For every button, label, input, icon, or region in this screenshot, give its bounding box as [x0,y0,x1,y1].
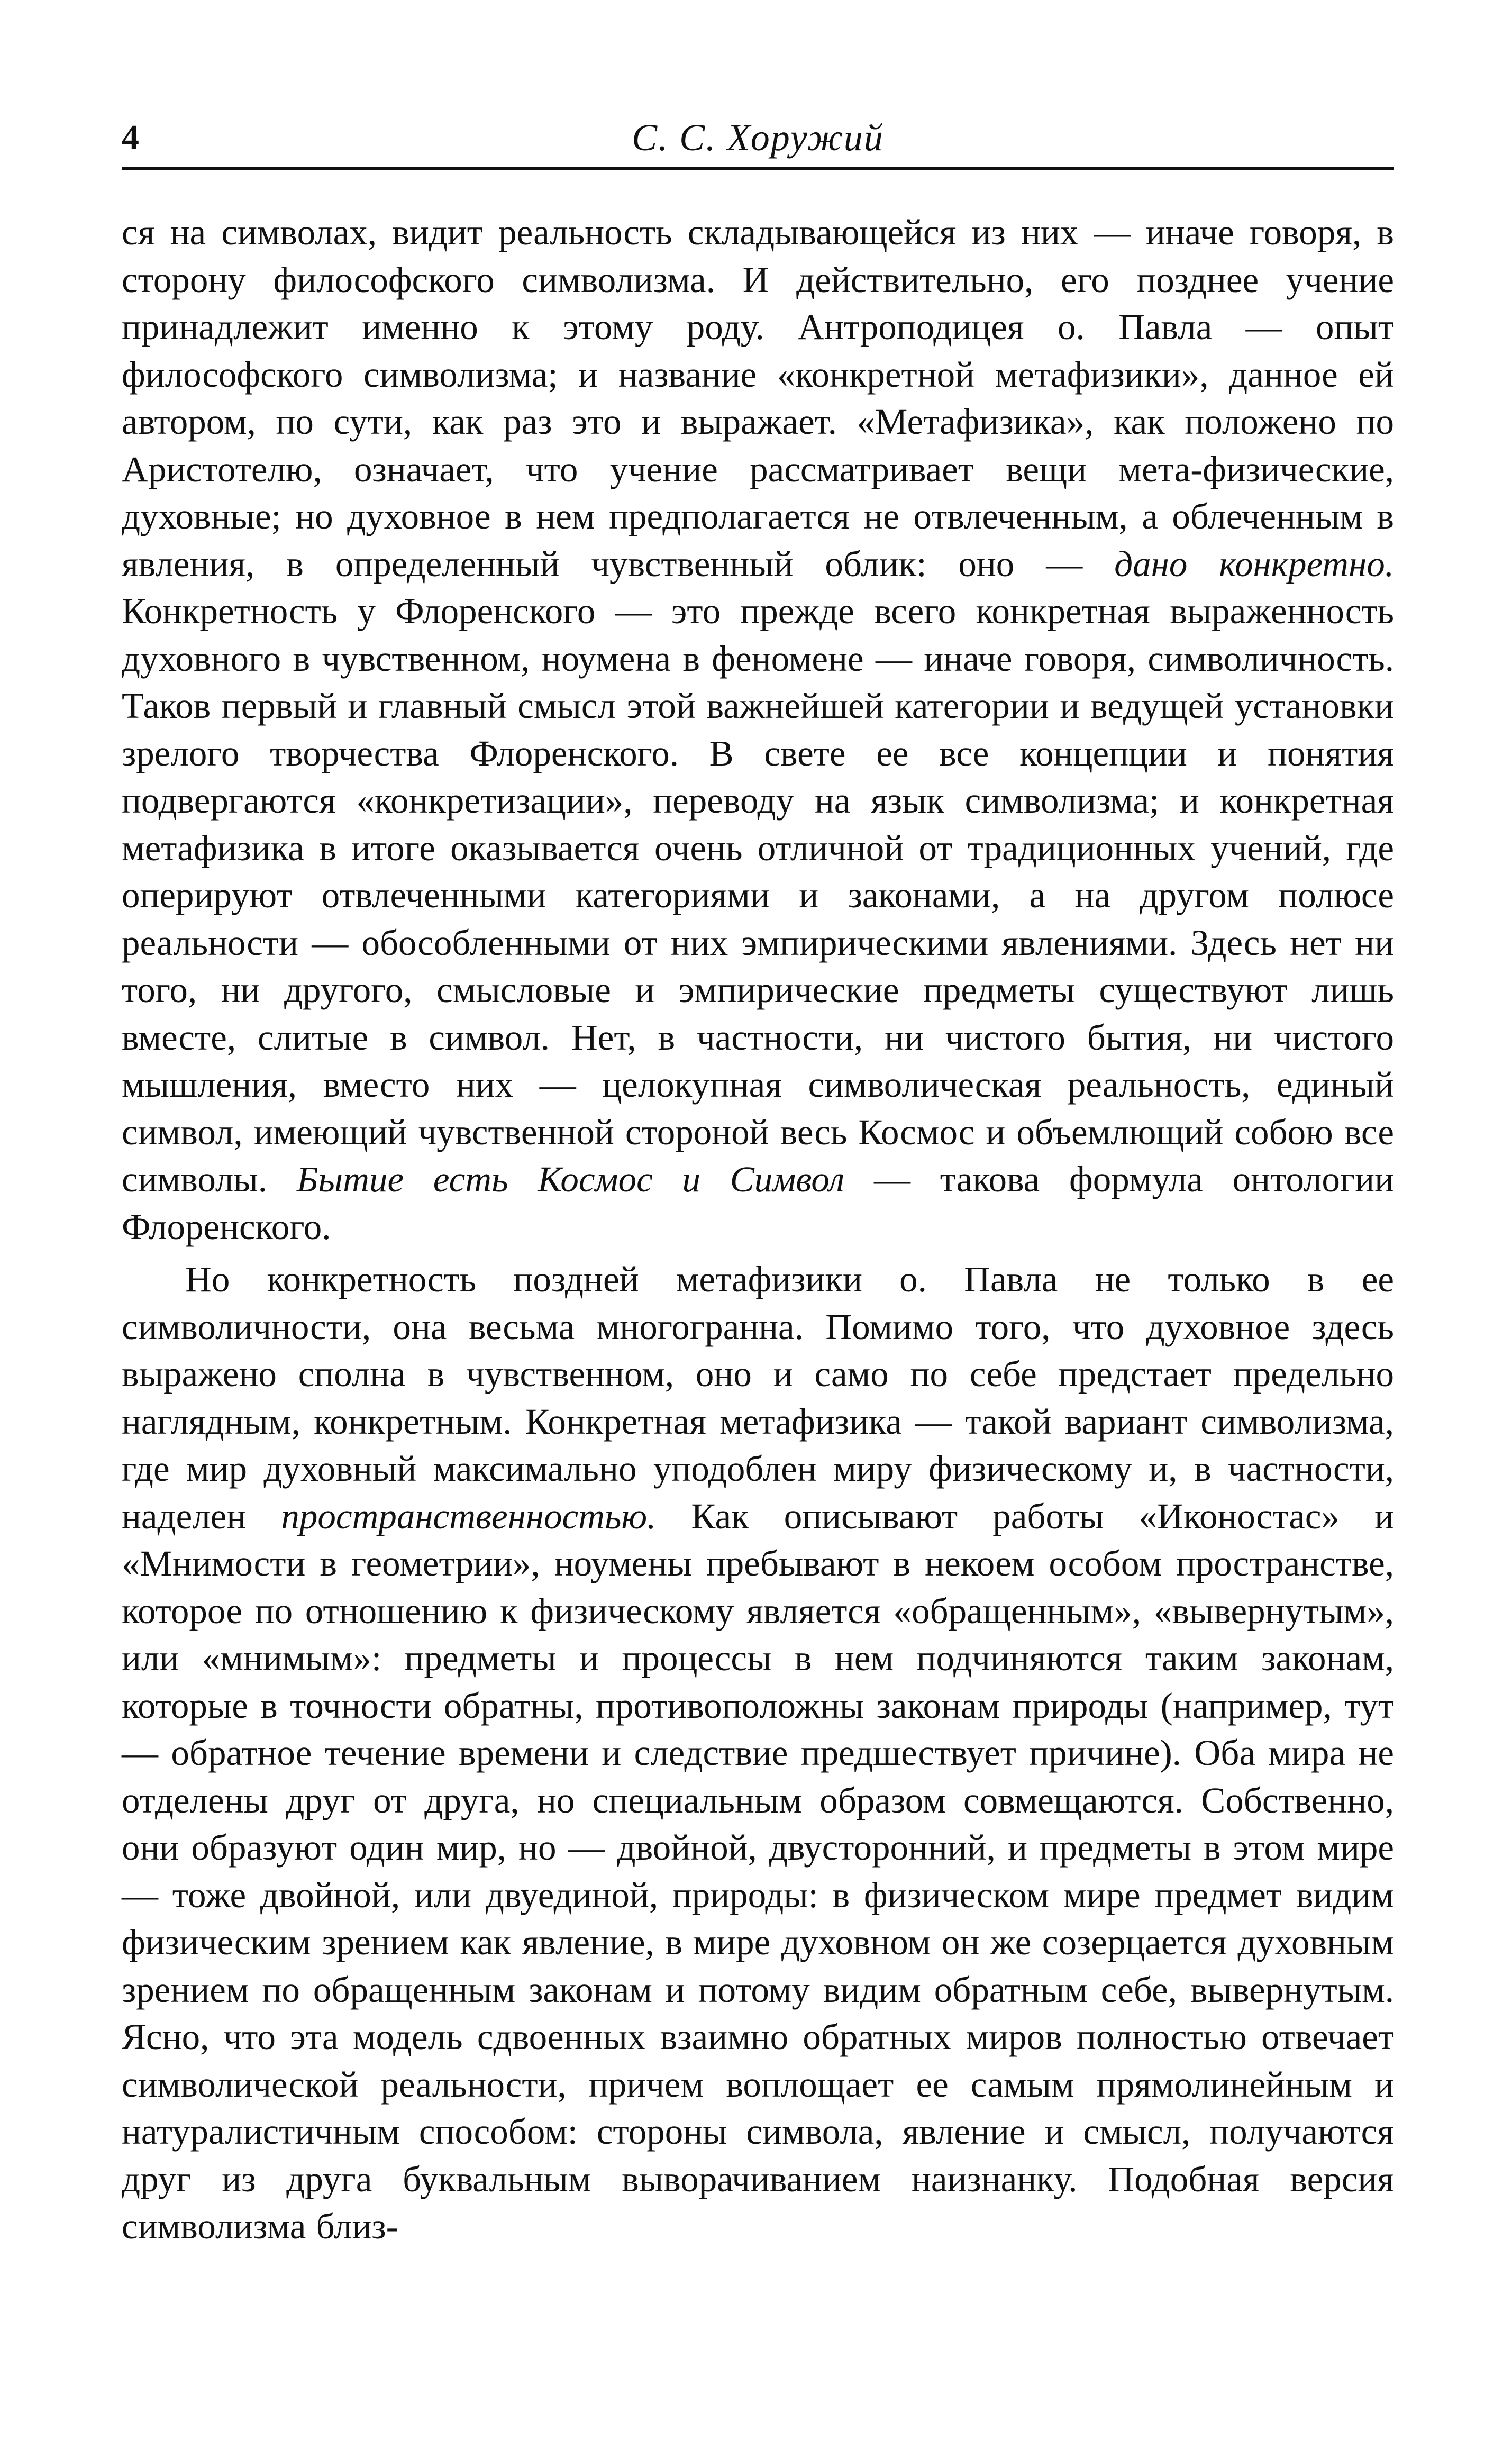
paragraph-1-text-2: Конкретность у Флоренского — это прежде всего конкретная выраженность духовного в чувственном, ноумена в феномене — иначе говоря, символичность. Таков первый и главный смысл этой важнейшей категории и ведущей установки зрелого творчества Флоренского. В свете ее все концепции и понятия подвергаются «конкретизации», переводу на язык символизма; и конкретная метафизика в итоге оказывается очень отличной от традиционных учений, где оперируют отвлеченными категориями и законами, а на другом полюсе реальности — обособленными от них эмпирическими явлениями. Здесь нет ни того, ни другого, смысловые и эмпирические предметы существуют лишь вместе, слитые в символ. Нет, в частности, ни чистого бытия, ни чистого мышления, вместо них — целокупная символическая реальность, единый символ, имеющий чувственной стороной весь Космос и объемлющий собою все символы. [122,591,1394,1199]
running-head-title: С. С. Хоружий [632,116,884,159]
paragraph-1 [122,209,1394,1251]
paragraph-1-emphasis-1: дано конкретно. [1114,543,1394,584]
paragraph-2 [122,1256,1394,2251]
paragraph-1-emphasis-2: Бытие есть Космос и Символ [296,1159,845,1199]
page-number: 4 [122,118,139,157]
paragraph-1-text-3: — такова формула онтологии Флоренского. [122,1159,1394,1247]
body-text [122,209,1394,2251]
paragraph-1-text-1: ся на символах, видит реальность складывающейся из них — иначе говоря, в сторону философского символизма. И действительно, его позднее учение принадлежит именно к этому роду. Антроподицея о. Павла — опыт философского символизма; и название «конкретной метафизики», данное ей автором, по сути, как раз это и выражает. «Метафизика», как положено по Аристотелю, означает, что учение рассматривает вещи мета-физические, духовные; но духовное в нем предполагается не отвлеченным, а облеченным в явления, в определенный чувственный облик: оно — [122,212,1394,584]
paragraph-2-text-2: Как описывают работы «Иконостас» и «Мнимости в геометрии», ноумены пребывают в некоем особом пространстве, которое по отношению к физическому является «обращенным», «вывернутым», или «мнимым»: предметы и процессы в нем подчиняются таким законам, которые в точности обратны, противоположны законам природы (например, тут — обратное течение времени и следствие предшествует причине). Оба мира не отделены друг от друга, но специальным образом совмещаются. Собственно, они образуют один мир, но — двойной, двусторонний, и предметы в этом мире — тоже двойной, или двуединой, природы: в физическом мире предмет видим физическим зрением как явление, в мире духовном он же созерцается духовным зрением по обращенным законам и потому видим обратным себе, вывернутым. Ясно, что эта модель сдвоенных взаимно обратных миров полностью отвечает символической реальности, причем воплощает ее самым прямолинейным и натуралистичным способом: стороны символа, явление и смысл, получаются друг из друга буквальным выворачиванием наизнанку. Подобная версия символизма близ- [122,1496,1394,2246]
header-rule [122,167,1394,170]
paragraph-2-text-1: Но конкретность поздней метафизики о. Павла не только в ее символичности, она весьма многогранна. Помимо того, что духовное здесь выражено сполна в чувственном, оно и само по себе предстает предельно наглядным, конкретным. Конкретная метафизика — такой вариант символизма, где мир духовный максимально уподоблен миру физическому и, в частности, наделен [122,1259,1394,1536]
running-head [122,108,1394,172]
paragraph-2-emphasis-1: пространственностью. [281,1496,657,1536]
